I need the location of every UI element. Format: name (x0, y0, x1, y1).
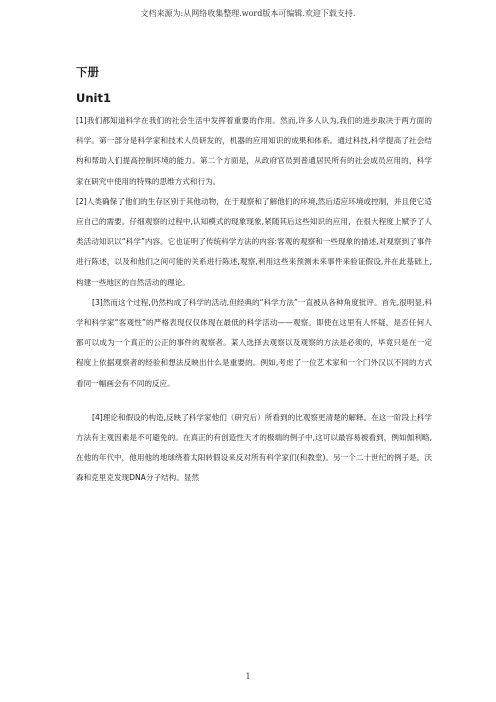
paragraph-2: [2]人类确保了他们的生存区别于其他动物，在于观察和了解他们的环境,然后适应环境或控制，并且使它适应自己的需要。仔细观察的过程中,认知模式的现象现象,紧随其后这些知识的应用，在很大程度上赋予了人类活动知识以“科学”内容。它也证明了传统科学方法的内容:客观的观察和一些现象的描述,对观察到了事件进行陈述，以及和他们之间可能的关系进行陈述,观察,利用这些来预测未来事件来验证假设,并在此基础上,构建一些地区的自然活动的理论。 (76, 196, 432, 287)
paragraph-1: [1]我们都知道科学在我们的社会生活中发挥着重要的作用。然而,许多人认为,我们的进步取决于两方面的科学。第一部分是科学家和技术人员研发的，机器的应用知识的成果和体系。通过科技,科学提高了社会结构和帮助人们提高控制环境的能力。第二个方面是，从政府官员到普通居民所有的社会成员应用的，科学家在研究中使用的特殊的思维方式和行为。 (76, 116, 432, 186)
unit-title: Unit1 (76, 91, 111, 105)
page-header-note: 文档来源为:从网络收集整理.word版本可编辑.欢迎下载支持. (140, 9, 356, 18)
volume-title: 下册 (76, 65, 99, 79)
document-body (76, 64, 432, 489)
paragraph-4: [4]理论和假设的构造,反映了科学家他们（研究后）所看到的比观察更清楚的解释。在这一阶段上科学方法有主观因素是不可避免的。在真正的有创造性天才的极端的例子中,这可以最容易被看到，例如伽利略,在他的年代中，他用他的地球绕着太阳转假设来反对所有科学家们(和教堂)。另一个二十世纪的例子是，沃森和克里克发现DNA分子结构。显然 (76, 412, 432, 483)
paragraph-3: [3]然而这个过程,仍然构成了科学的活动,但经典的“科学方法”一直被从各种角度批评。首先,很明显,科学和科学家“客观性”的严格表现仅仅体现在最低的科学活动——观察。即使在这里有人怀疑，是否任何人都可以成为一个真正的公正的事件的观察者。某人选择去观察以及观察的方法是必须的，毕竟只是在一定程度上依据观察者的经验和想法反映出什么是重要的。例如,考虑了一位艺术家和一个门外汉以不同的方式看同一幅画会有不同的反应。 (76, 297, 432, 388)
page-number: 1 (245, 672, 251, 681)
